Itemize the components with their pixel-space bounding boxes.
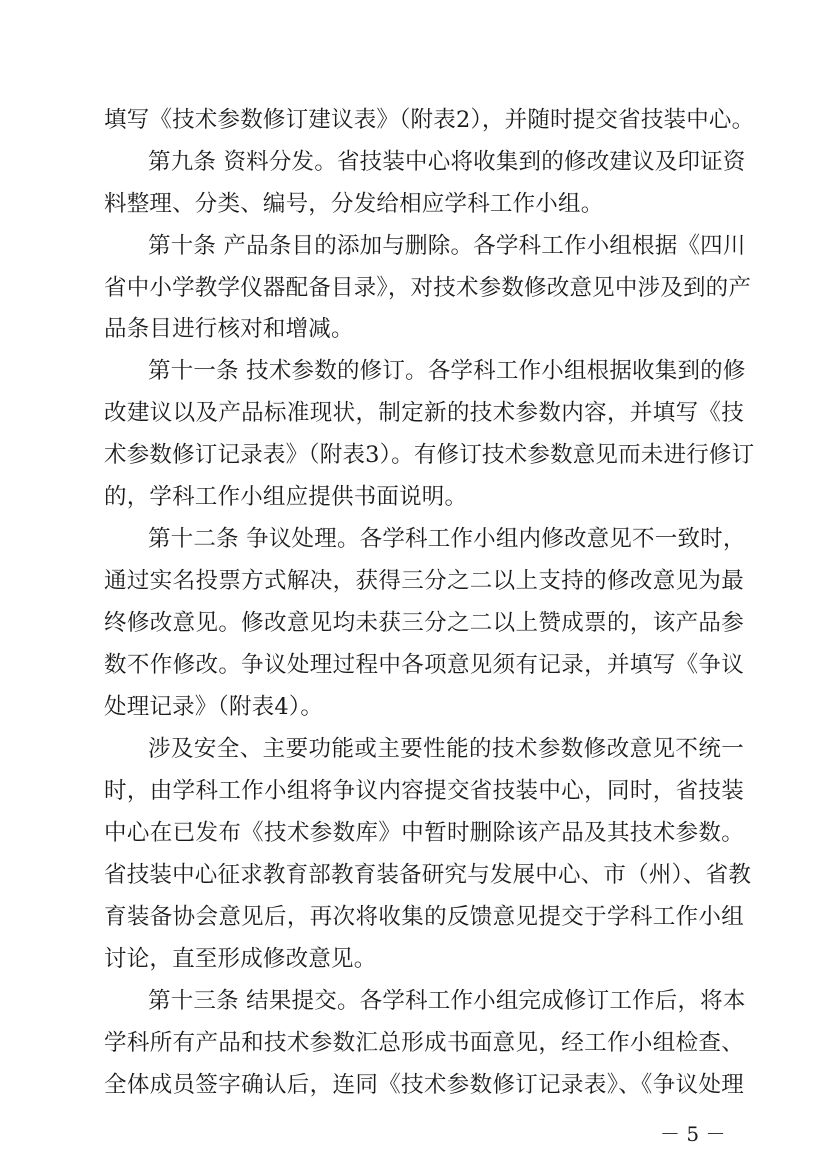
text-line: 第十三条 结果提交。各学科工作小组完成修订工作后，将本 xyxy=(148,988,746,1014)
text-line: 品条目进行核对和增减。 xyxy=(104,316,354,342)
text-line: 省技装中心征求教育部教育装备研究与发展中心、市（州）、省教 xyxy=(104,862,752,888)
text-line: 填写《技术参数修订建议表》（附表2），并随时提交省技装中心。 xyxy=(104,107,755,133)
text-line: 通过实名投票方式解决，获得三分之二以上支持的修改意见为最 xyxy=(104,568,744,594)
text-line: 讨论，直至形成修改意见。 xyxy=(104,946,377,972)
text-line: 省中小学教学仪器配备目录》，对技术参数修改意见中涉及到的产 xyxy=(104,275,752,301)
text-line: 第九条 资料分发。省技装中心将收集到的修改建议及印证资 xyxy=(148,149,746,175)
text-line: 的，学科工作小组应提供书面说明。 xyxy=(104,484,468,510)
text-line: 数不作修改。争议处理过程中各项意见须有记录，并填写《争议 xyxy=(104,652,744,678)
text-line: 育装备协会意见后，再次将收集的反馈意见提交于学科工作小组 xyxy=(104,904,744,930)
text-line: 第十二条 争议处理。各学科工作小组内修改意见不一致时， xyxy=(148,526,746,552)
text-line: 改建议以及产品标准现状，制定新的技术参数内容，并填写《技 xyxy=(104,400,744,426)
text-line: 时，由学科工作小组将争议内容提交省技装中心，同时，省技装 xyxy=(104,778,744,804)
text-line: 中心在已发布《技术参数库》中暂时删除该产品及其技术参数。 xyxy=(104,820,744,846)
text-line: 料整理、分类、编号，分发给相应学科工作小组。 xyxy=(104,191,604,217)
page-number: － 5 － xyxy=(660,1122,726,1146)
text-line: 涉及安全、主要功能或主要性能的技术参数修改意见不统一 xyxy=(148,736,744,762)
text-line: 第十条 产品条目的添加与删除。各学科工作小组根据《四川 xyxy=(148,233,746,259)
text-line: 终修改意见。修改意见均未获三分之二以上赞成票的，该产品参 xyxy=(104,610,744,636)
text-line: 第十一条 技术参数的修订。各学科工作小组根据收集到的修 xyxy=(148,358,746,384)
text-line: 全体成员签字确认后，连同《技术参数修订记录表》、《争议处理 xyxy=(104,1072,744,1098)
text-line: 学科所有产品和技术参数汇总形成书面意见，经工作小组检查、 xyxy=(104,1030,744,1056)
text-line: 处理记录》（附表4）。 xyxy=(104,694,324,720)
text-line: 术参数修订记录表》（附表3）。有修订技术参数意见而未进行修订 xyxy=(104,442,755,468)
